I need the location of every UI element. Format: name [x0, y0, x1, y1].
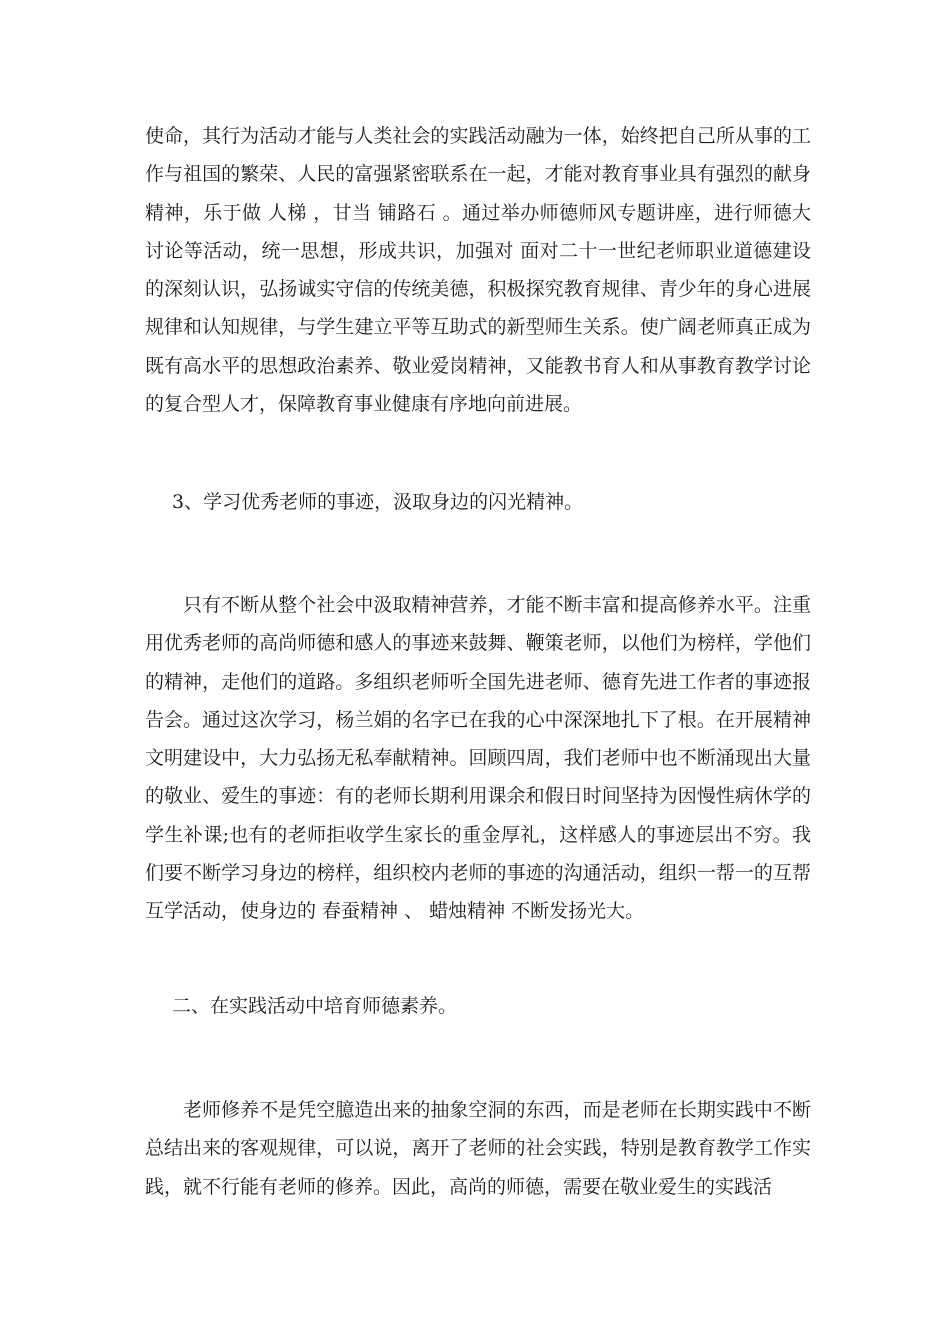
section-heading-3: 3、学习优秀老师的事迹，汲取身边的闪光精神。	[172, 491, 584, 513]
paragraph-practice: 老师修养不是凭空臆造出来的抽象空洞的东西，而是老师在长期实践中不断总结出来的客观规律，可以说，离开了老师的社会实践，特别是教育教学工作实践，就不行能有老师的修养。因此，高尚的师德，需要在敬业爱生的实践活	[145, 1099, 811, 1198]
paragraph-exemplary-teachers: 只有不断从整个社会中汲取精神营养，才能不断丰富和提高修养水平。注重用优秀老师的高尚师德和感人的事迹来鼓舞、鞭策老师，以他们为榜样，学他们的精神，走他们的道路。多组织老师听全国先进老师、德育先进工作者的事迹报告会。通过这次学习，杨兰娟的名字已在我的心中深深地扎下了根。在开展精神文明建设中，大力弘扬无私奉献精神。回顾四周，我们老师中也不断涌现出大量的敬业、爱生的事迹：有的老师长期利用课余和假日时间坚持为因慢性病休学的学生补课;也有的老师拒收学生家长的重金厚礼，这样感人的事迹层出不穷。我们要不断学习身边的榜样，组织校内老师的事迹的沟通活动，组织一帮一的互帮互学活动，使身边的 春蚕精神 、 蜡烛精神 不断发扬光大。	[145, 594, 811, 923]
paragraph-continuation: 使命，其行为活动才能与人类社会的实践活动融为一体，始终把自己所从事的工作与祖国的繁荣、人民的富强紧密联系在一起，才能对教育事业具有强烈的献身精神，乐于做 人梯 ，甘当 铺路石 。通过举办师德师风专题讲座，进行师德大讨论等活动，统一思想，形成共识，加强对 面对二十一世纪老师职业道德建设 的深刻认识，弘扬诚实守信的传统美德，积极探究教育规律、青少年的身心进展规律和认知规律，与学生建立平等互助式的新型师生关系。使广阔老师真正成为既有高水平的思想政治素养、敬业爱岗精神，又能教书育人和从事教育教学讨论的复合型人才，保障教育事业健康有序地向前进展。	[145, 125, 811, 416]
section-heading-2: 二、在实践活动中培育师德素养。	[172, 995, 458, 1017]
